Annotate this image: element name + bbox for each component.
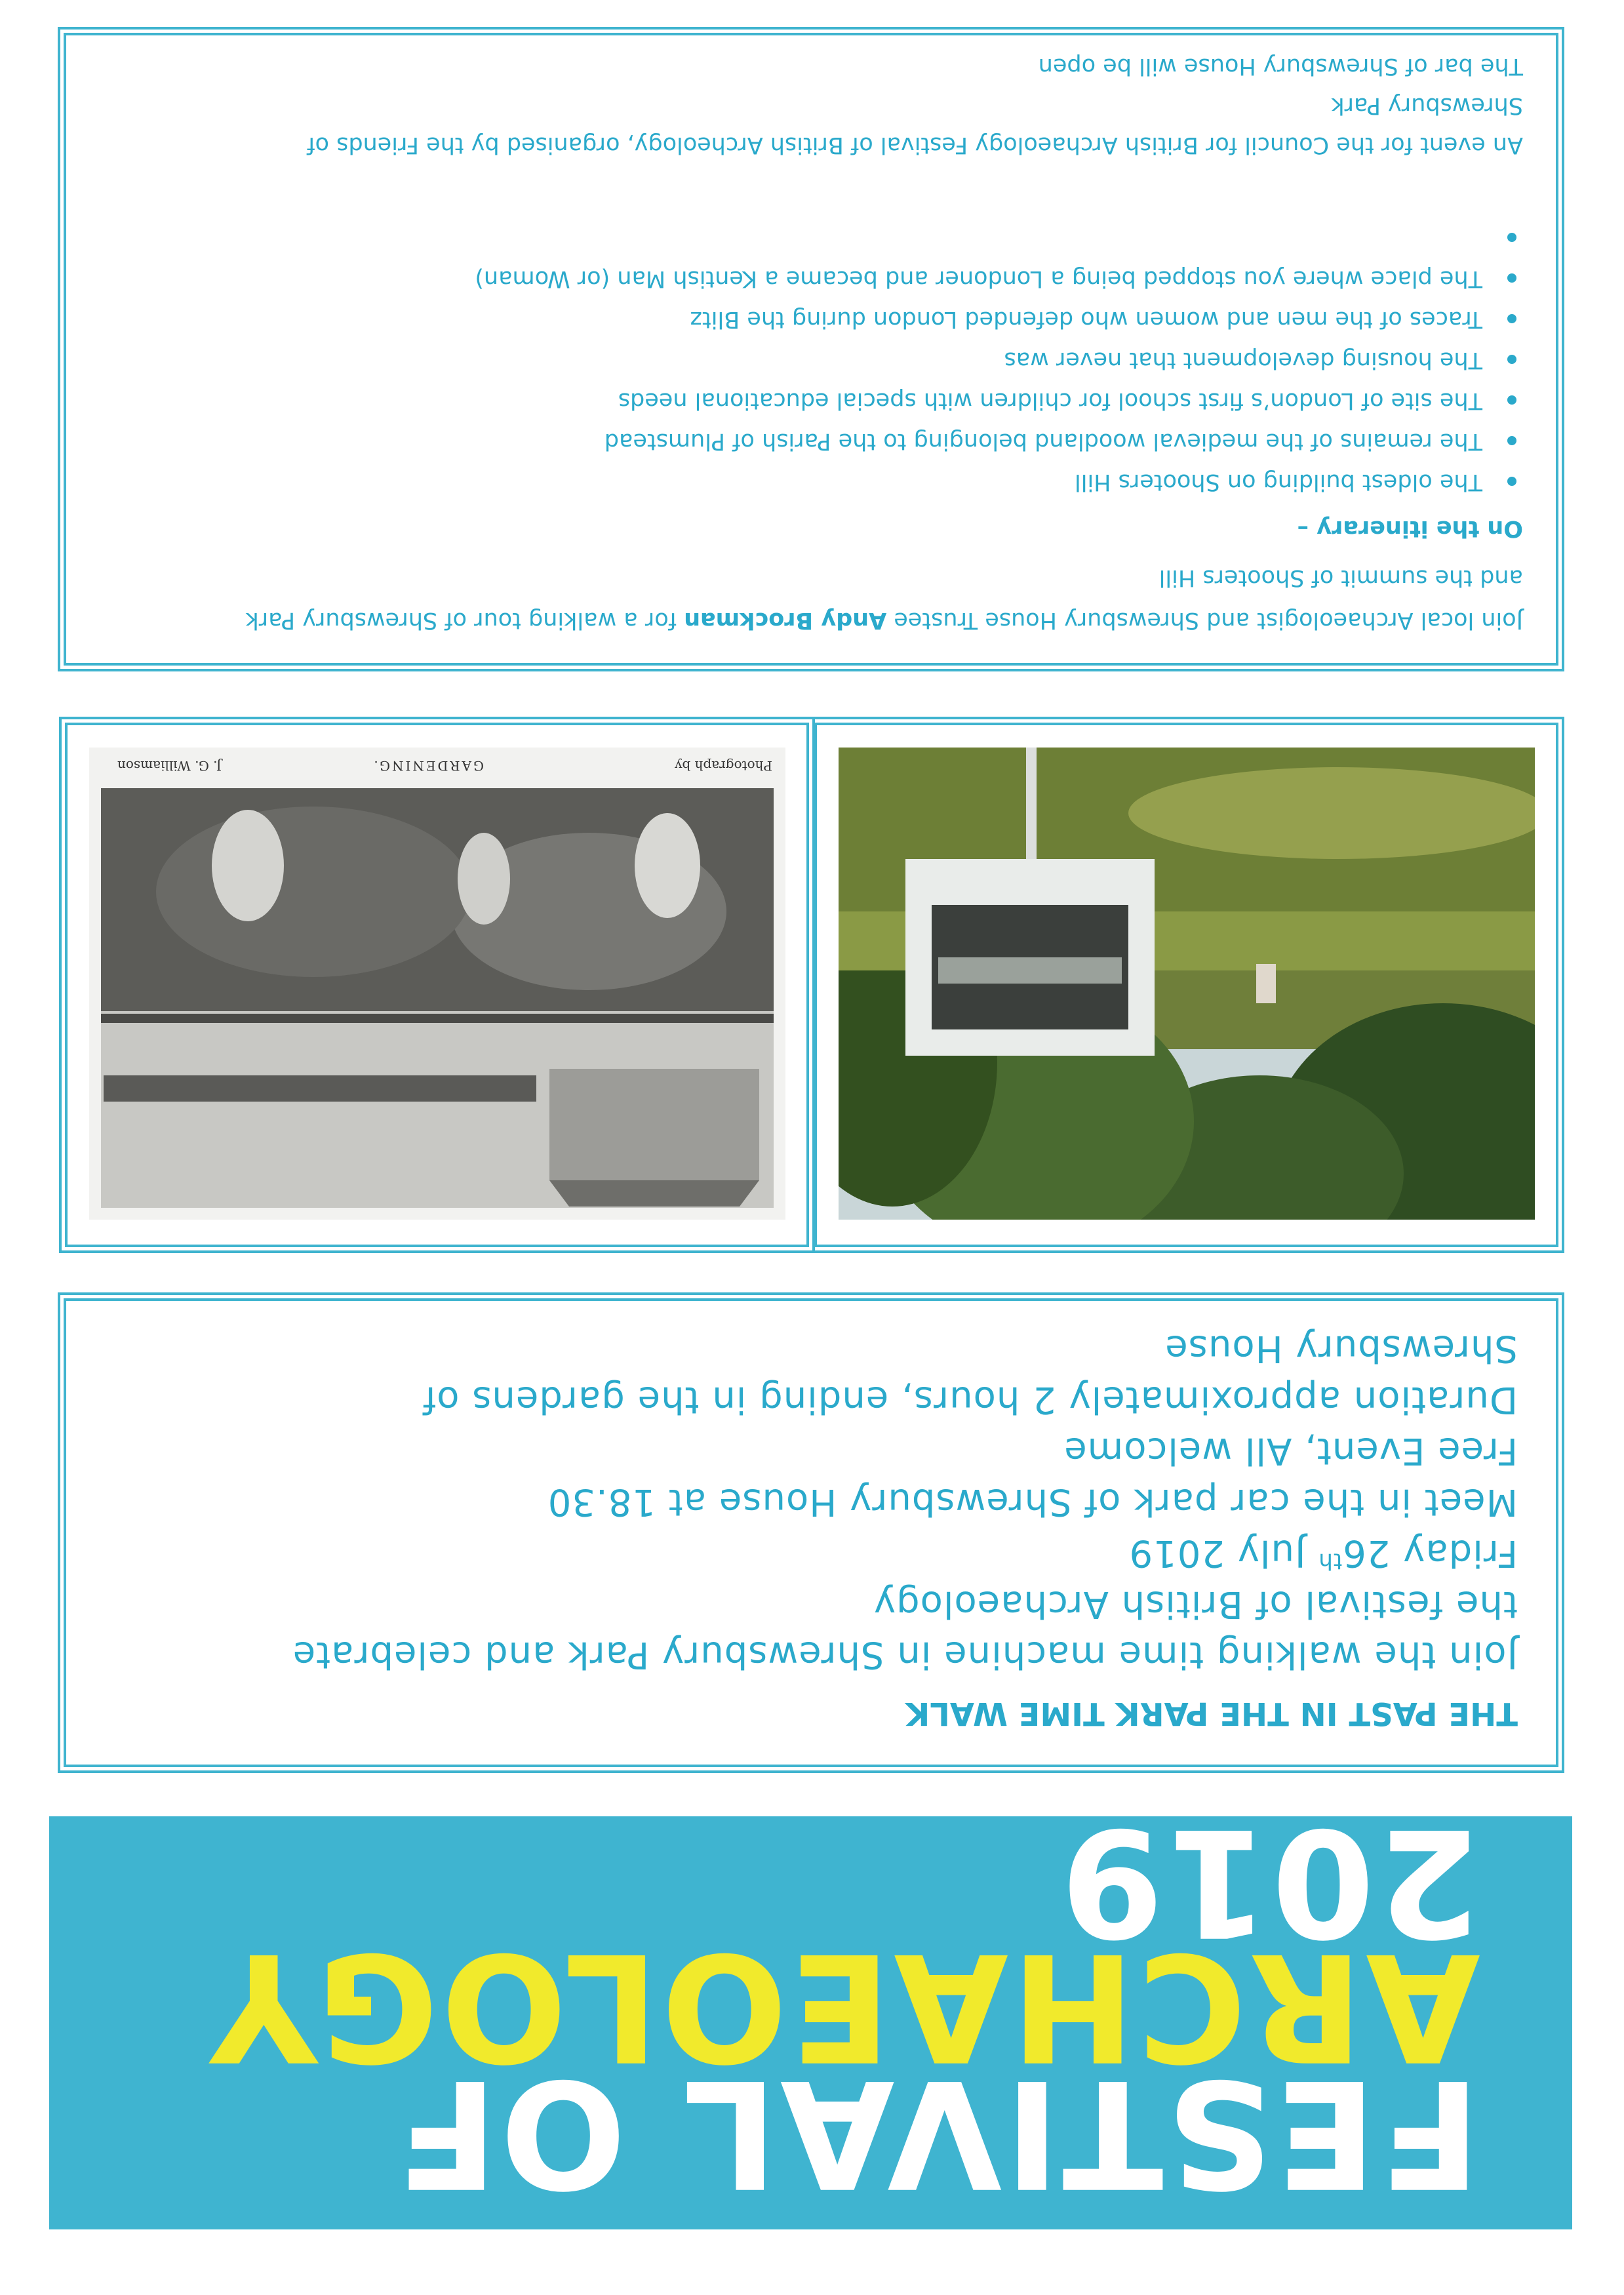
bullet-icon <box>1507 273 1516 283</box>
list-item <box>475 462 1523 502</box>
walk-intro-text-start: Join local Archaeologist and Shrewsbury House Trustee <box>886 607 1523 633</box>
event-details-panel <box>64 1298 1558 1767</box>
event-title: THE PAST IN THE PARK TIME WALK <box>905 1695 1518 1732</box>
event-intro-line2: the festival of British Archaeology <box>873 1583 1518 1626</box>
bar-open-note: The bar of Shrewsbury House will be open <box>1038 53 1523 79</box>
list-item <box>475 218 1523 258</box>
archive-caption-photographer: J. G. Williamson <box>117 758 222 774</box>
bullet-icon <box>1507 233 1516 242</box>
guide-name: Andy Brockman <box>684 607 887 633</box>
bullet-icon <box>1507 395 1516 405</box>
event-intro-line1: Join the walking time machine in Shrewsbury Park and celebrate <box>292 1633 1518 1676</box>
itinerary-item-text: The housing development that never was <box>1004 347 1482 373</box>
park-photo-panel <box>814 723 1558 1247</box>
itinerary-item-text: The oldest building on Shooters Hill <box>1075 469 1482 495</box>
bullet-icon <box>1507 477 1516 486</box>
itinerary-item-text: The remains of the medieval woodland belonging to the Parish of Plumstead <box>604 428 1482 454</box>
bullet-icon <box>1507 436 1516 445</box>
list-item <box>475 299 1523 340</box>
event-duration-line1: Duration approximately 2 hours, ending in the gardens of <box>422 1378 1518 1421</box>
organiser-note-line1: An event for the Council for British Archaeology Festival of British Archeology, organised by the Friends of <box>307 132 1523 158</box>
walk-info-panel <box>64 33 1558 666</box>
itinerary-item-text: The site of London’s first school for children with special educational needs <box>618 388 1482 414</box>
archive-photo-panel <box>65 723 809 1247</box>
event-date-suffix: th <box>1318 1547 1343 1574</box>
event-date-month-year: July 2019 <box>1128 1532 1318 1574</box>
festival-banner <box>49 1795 1572 2229</box>
walk-intro-line1 <box>246 607 1524 633</box>
event-duration-line2: Shrewsbury House <box>1164 1327 1518 1370</box>
archive-caption-title: GARDENING. <box>372 758 484 774</box>
archive-photo <box>89 748 785 1220</box>
park-photo <box>839 748 1535 1220</box>
banner-title-line1: FESTIVAL OF <box>393 2046 1480 2219</box>
list-item <box>475 258 1523 299</box>
walk-intro-text-end: for a walking tour of Shrewsbury Park <box>245 607 684 633</box>
banner-title-line2: ARCHAEOLOGY <box>207 1920 1480 2092</box>
bullet-icon <box>1507 314 1516 323</box>
event-date-day: Friday 26 <box>1342 1532 1518 1574</box>
event-meeting-point: Meet in the car park of Shrewsbury House at 18.30 <box>547 1481 1518 1523</box>
event-date <box>1129 1532 1518 1574</box>
list-item <box>475 421 1523 462</box>
itinerary-item-text: The place where you stopped being a Londoner and became a Kentish Man (or Woman) <box>475 266 1482 292</box>
itinerary-heading: On the itinerary – <box>1297 515 1523 542</box>
itinerary-item-text: Traces of the men and women who defended London during the Blitz <box>690 306 1482 332</box>
banner-year: 2019 <box>1057 1795 1480 1968</box>
organiser-note-line2: Shrewsbury Park <box>1331 92 1523 119</box>
archive-caption-photographer-label: Photograph by <box>675 758 772 774</box>
walk-intro-line2: and the summit of Shooters Hill <box>1159 565 1523 591</box>
list-item <box>475 340 1523 380</box>
bullet-icon <box>1507 355 1516 364</box>
event-free-notice: Free Event, All welcome <box>1063 1429 1518 1472</box>
list-item <box>475 380 1523 421</box>
itinerary-list <box>475 218 1523 502</box>
